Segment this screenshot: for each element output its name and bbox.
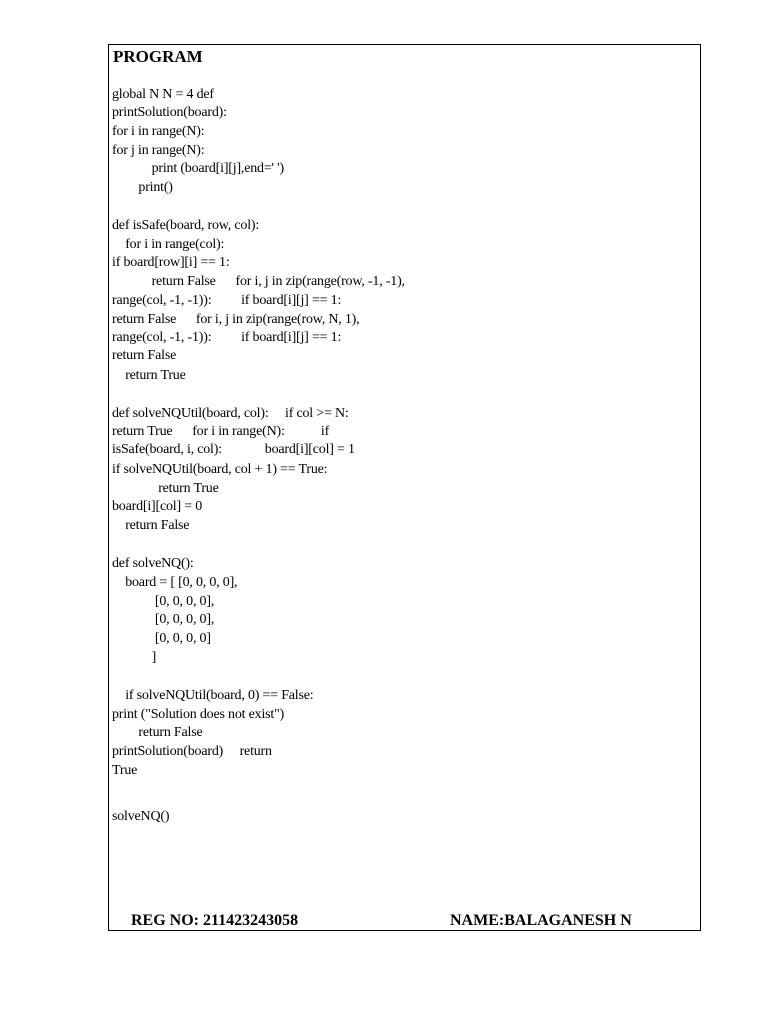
code-line: [0, 0, 0, 0], xyxy=(112,594,215,609)
code-line: [0, 0, 0, 0], xyxy=(112,612,215,627)
code-line: print (board[i][j],end=' ') xyxy=(112,161,284,176)
code-line: def solveNQ(): xyxy=(112,556,194,571)
code-line: if solveNQUtil(board, col + 1) == True: xyxy=(112,462,328,477)
student-name-label: NAME:BALAGANESH N xyxy=(450,912,632,929)
code-line: board = [ [0, 0, 0, 0], xyxy=(112,575,238,590)
code-line: return False xyxy=(112,518,190,533)
code-line: return False for i, j in zip(range(row, -1, -1), xyxy=(112,274,405,289)
code-line: board[i][col] = 0 xyxy=(112,499,203,514)
code-line: range(col, -1, -1)): if board[i][j] == 1: xyxy=(112,293,342,308)
code-line: return False xyxy=(112,725,203,740)
code-line: return True xyxy=(112,368,186,383)
code-line: printSolution(board): xyxy=(112,105,227,120)
code-line: print() xyxy=(112,180,173,195)
code-line: for i in range(col): xyxy=(112,237,225,252)
code-line: def solveNQUtil(board, col): if col >= N: xyxy=(112,406,349,421)
code-line: if solveNQUtil(board, 0) == False: xyxy=(112,688,314,703)
code-line: return False for i, j in zip(range(row, N, 1), xyxy=(112,312,360,327)
code-line: if board[row][i] == 1: xyxy=(112,255,230,270)
code-line: ] xyxy=(112,650,157,665)
code-line: printSolution(board) return xyxy=(112,744,272,759)
code-line: True xyxy=(112,763,138,778)
code-line: for j in range(N): xyxy=(112,143,205,158)
code-line: isSafe(board, i, col): board[i][col] = 1 xyxy=(112,442,355,457)
code-line: print ("Solution does not exist") xyxy=(112,707,285,722)
code-line: range(col, -1, -1)): if board[i][j] == 1: xyxy=(112,330,342,345)
code-line: return False xyxy=(112,348,177,363)
code-line: return True xyxy=(112,481,219,496)
code-line: global N N = 4 def xyxy=(112,87,214,102)
code-line: solveNQ() xyxy=(112,809,170,824)
code-line: return True for i in range(N): if xyxy=(112,424,330,439)
reg-no-label: REG NO: 211423243058 xyxy=(131,912,299,929)
program-heading: PROGRAM xyxy=(113,47,203,66)
code-line: def isSafe(board, row, col): xyxy=(112,218,260,233)
code-line: for i in range(N): xyxy=(112,124,205,139)
code-line: [0, 0, 0, 0] xyxy=(112,631,211,646)
